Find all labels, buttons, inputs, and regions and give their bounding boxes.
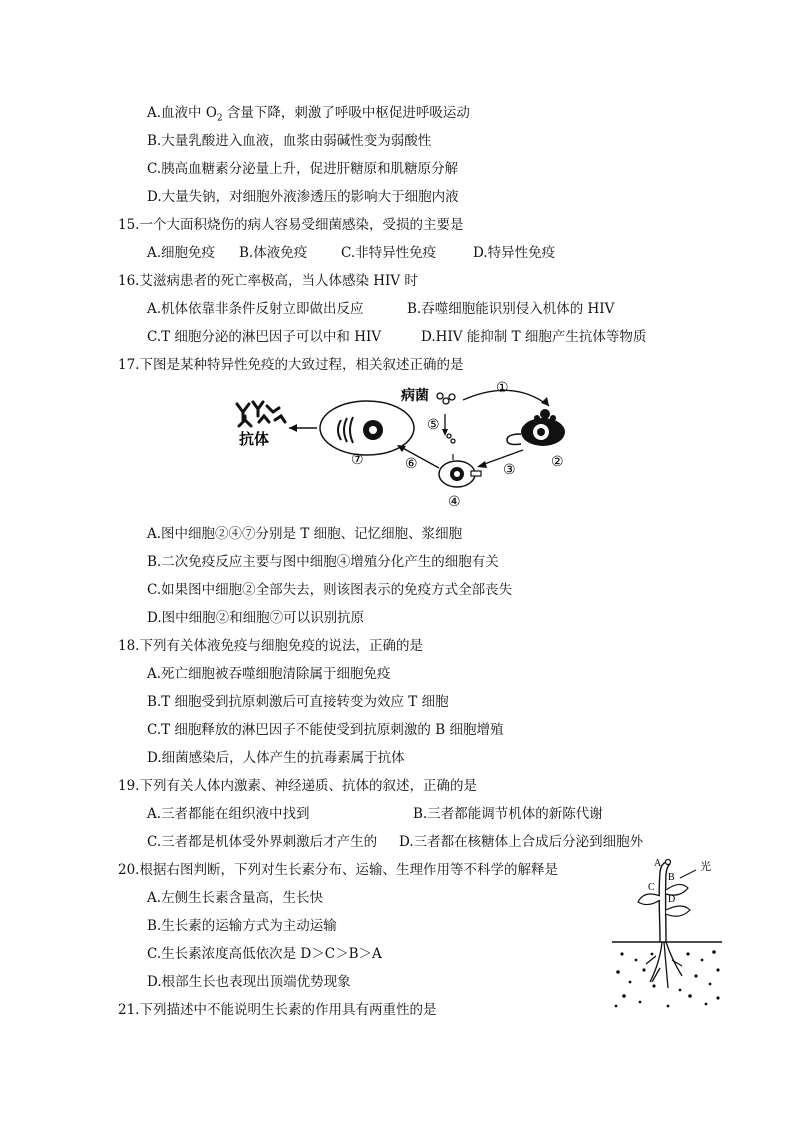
q14-option-a-pre: A.血液中 O [147, 105, 217, 121]
arrow-head-antibody [289, 424, 297, 432]
q18-option-c: C.T 细胞释放的淋巴因子不能使受到抗原刺激的 B 细胞增殖 [147, 722, 504, 738]
q17-option-c: C.如果图中细胞②全部失去，则该图表示的免疫方式全部丧失 [147, 582, 513, 598]
q18-option-d: D.细菌感染后，人体产生的抗毒素属于抗体 [147, 750, 405, 766]
q15-option-a: A.细胞免疫 [147, 245, 216, 261]
q15-option-b: B.体液免疫 [239, 245, 308, 261]
q20-option-b: B.生长素的运输方式为主动运输 [147, 918, 337, 934]
q19-stem: 19.下列有关人体内激素、神经递质、抗体的叙述，正确的是 [118, 778, 477, 794]
immune-process-figure [225, 376, 585, 516]
label-5: ⑤ [427, 417, 440, 433]
lymphocyte-cell [439, 454, 481, 487]
q18-option-a: A.死亡细胞被吞噬细胞清除属于细胞免疫 [147, 666, 391, 682]
point-a-label: A [654, 858, 662, 869]
q21-stem: 21.下列描述中不能说明生长素的作用具有两重性的是 [118, 1002, 437, 1018]
q15-option-c: C.非特异性免疫 [341, 245, 437, 261]
label-6: ⑥ [405, 456, 418, 472]
q17-option-a: A.图中细胞②④⑦分别是 T 细胞、记忆细胞、浆细胞 [147, 526, 463, 542]
q17-option-b: B.二次免疫反应主要与图中细胞④增殖分化产生的细胞有关 [147, 554, 499, 570]
q18-stem: 18.下列有关体液免疫与细胞免疫的说法，正确的是 [118, 638, 423, 654]
light-ray [680, 870, 696, 878]
leaf-left [638, 894, 660, 905]
bacteria-icon [437, 393, 455, 443]
q20-option-a: A.左侧生长素含量高，生长快 [147, 890, 324, 906]
q16-option-d: D.HIV 能抑制 T 细胞产生抗体等物质 [421, 329, 647, 345]
q20-option-d: D.根部生长也表现出顶端优势现象 [147, 974, 351, 990]
q19-option-d: D.三者都在核糖体上合成后分泌到细胞外 [399, 834, 644, 850]
q14-option-a-post: 含量下降，刺激了呼吸中枢促进呼吸运动 [222, 105, 470, 121]
antibody-cluster [237, 402, 285, 426]
q16-option-b: B.吞噬细胞能识别侵入机体的 HIV [407, 301, 615, 317]
q16-stem: 16.艾滋病患者的死亡率极高，当人体感染 HIV 时 [118, 273, 418, 289]
stem-tip [666, 860, 671, 865]
label-4: ④ [448, 494, 461, 510]
q17-option-d: D.图中细胞②和细胞⑦可以识别抗原 [147, 610, 365, 626]
q17-stem: 17.下图是某种特异性免疫的大致过程，相关叙述正确的是 [118, 357, 464, 373]
roots [646, 942, 682, 988]
label-3: ③ [503, 462, 516, 478]
q19-option-a: A.三者都能在组织液中找到 [147, 806, 310, 822]
q14-option-b: B.大量乳酸进入血液，血浆由弱碱性变为弱酸性 [147, 133, 432, 149]
plant-figure [610, 856, 730, 1012]
q18-option-b: B.T 细胞受到抗原刺激后可直接转变为效应 T 细胞 [147, 694, 449, 710]
point-b-label: B [668, 872, 675, 883]
q16-option-a: A.机体依靠非条件反射立即做出反应 [147, 301, 364, 317]
leaf-right-lower [666, 906, 690, 916]
bacteria-label: 病菌 [401, 387, 429, 403]
point-c-label: C [648, 882, 655, 893]
label-7: ⑦ [351, 452, 364, 468]
q20-stem: 20.根据右图判断，下列对生长素分布、运输、生理作用等不科学的解释是 [118, 862, 558, 878]
q19-option-b: B.三者都能调节机体的新陈代谢 [413, 806, 603, 822]
q14-option-a [147, 105, 470, 127]
antibody-label: 抗体 [239, 431, 270, 448]
label-2: ② [551, 454, 564, 470]
q20-option-c: C.生长素浓度高低依次是 D＞C＞B＞A [147, 946, 382, 962]
q19-option-c: C.三者都是机体受外界刺激后才产生的 [147, 834, 378, 850]
q16-option-c: C.T 细胞分泌的淋巴因子可以中和 HIV [147, 329, 382, 345]
light-label: 光 [700, 860, 711, 873]
q14-option-d: D.大量失钠，对细胞外液渗透压的影响大于细胞内液 [147, 189, 459, 205]
macrophage-cell [507, 409, 565, 446]
label-1: ① [496, 380, 509, 396]
q15-stem: 15.一个大面积烧伤的病人容易受细菌感染，受损的主要是 [118, 217, 464, 233]
q15-option-d: D.特异性免疫 [473, 245, 556, 261]
q14-option-c: C.胰高血糖素分泌量上升，促进肝糖原和肌糖原分解 [147, 161, 459, 177]
point-d-label: D [668, 894, 676, 905]
q14-option-a-sub: 2 [216, 113, 223, 124]
arrow-3-head [477, 461, 487, 468]
